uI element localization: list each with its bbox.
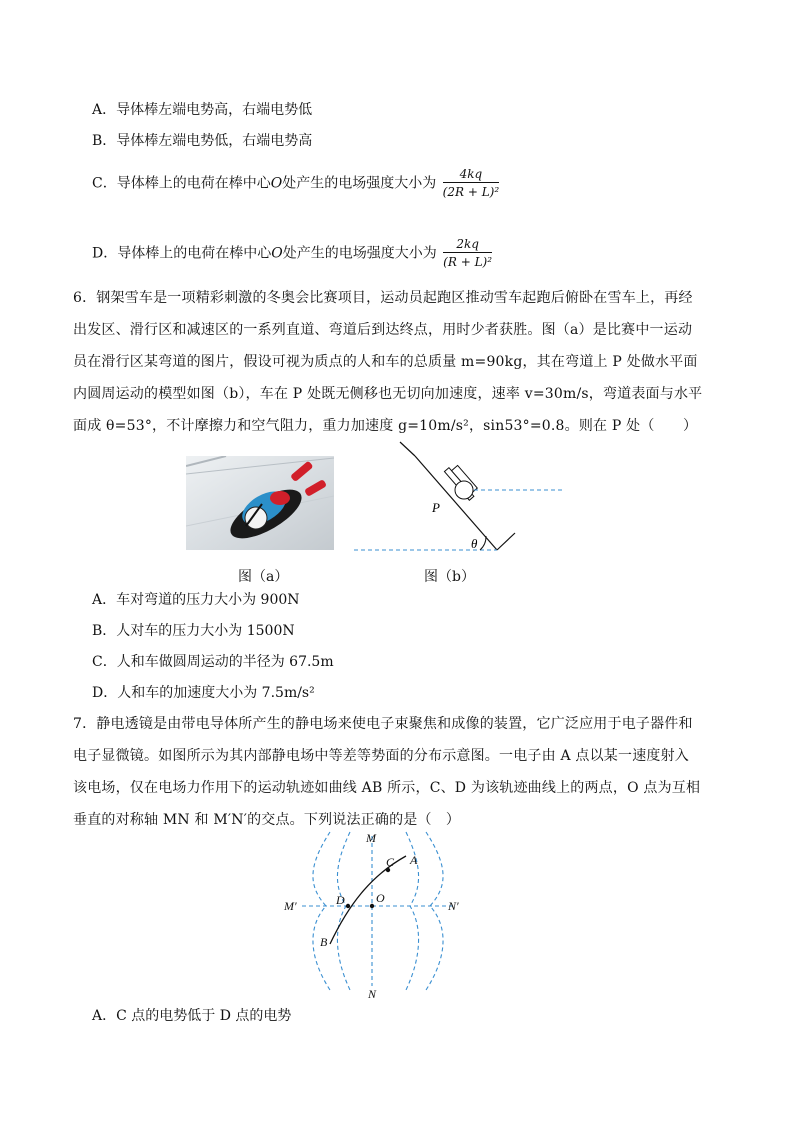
q7-line-3: 该电场，仅在电场力作用下的运动轨迹如曲线 AB 所示，C、D 为该轨迹曲线上的两点，O 点为互相 bbox=[73, 780, 701, 796]
q5-option-c-denominator: (2R + L)² bbox=[442, 185, 500, 199]
q5-option-c-o: O bbox=[270, 175, 283, 192]
caption-figure-b: 图（b） bbox=[424, 569, 475, 585]
q5-option-d-end: 处产生的电场强度大小为 bbox=[282, 245, 437, 262]
track-top-edge bbox=[400, 442, 415, 456]
q6-option-b: B．人对车的压力大小为 1500N bbox=[92, 623, 295, 639]
q5-option-d-numerator: 2kq bbox=[443, 236, 492, 253]
q5-option-c-text: C．导体棒上的电荷在棒中心 bbox=[92, 175, 271, 192]
label-c: C bbox=[386, 855, 395, 869]
q5-option-d-text: D．导体棒上的电荷在棒中心 bbox=[92, 245, 272, 262]
q5-option-b: B．导体棒左端电势低，右端电势高 bbox=[92, 133, 313, 149]
q6-line-2: 出发区、滑行区和减速区的一系列直道、弯道后到达终点，用时少者获胜。图（a）是比赛中一运动 bbox=[73, 322, 693, 338]
point-d bbox=[346, 904, 350, 908]
q5-option-c bbox=[92, 166, 499, 201]
q5-option-c-fraction bbox=[443, 166, 500, 201]
q7-line-4: 垂直的对称轴 MN 和 M′N′的交点。下列说法正确的是（ ） bbox=[73, 812, 461, 828]
track-bottom-edge bbox=[497, 533, 515, 550]
q7-line-1: 7．静电透镜是由带电导体所产生的静电场来使电子束聚焦和成像的装置，它广泛应用于电子器件和 bbox=[73, 716, 693, 732]
q7-option-a: A．C 点的电势低于 D 点的电势 bbox=[92, 1008, 292, 1024]
label-b: B bbox=[320, 935, 328, 949]
equipotential-lines bbox=[302, 832, 454, 990]
q6-line-4: 内圆周运动的模型如图（b），车在 P 处既无侧移也无切向加速度，速率 v=30m/s，弯道表面与水平 bbox=[73, 386, 703, 402]
athlete-head bbox=[455, 481, 473, 499]
label-m: M bbox=[366, 831, 376, 845]
q5-option-d-fraction bbox=[443, 236, 492, 271]
q6-line-3: 员在滑行区某弯道的图片，假设可视为质点的人和车的总质量 m=90kg，其在弯道上 P 处做水平面 bbox=[73, 354, 698, 370]
label-n: N bbox=[368, 987, 377, 1001]
q6-option-d: D．人和车的加速度大小为 7.5m/s² bbox=[92, 685, 315, 701]
figure-b-diagram bbox=[350, 436, 570, 560]
label-a: A bbox=[410, 853, 418, 867]
caption-figure-a: 图（a） bbox=[238, 569, 289, 585]
q7-stem bbox=[73, 708, 723, 836]
q5-option-d-o: O bbox=[271, 245, 283, 262]
label-o: O bbox=[376, 891, 385, 905]
q7-line-2: 电子显微镜。如图所示为其内部静电场中等差等势面的分布示意图。一电子由 A 点以某一速度射入 bbox=[73, 748, 690, 764]
q5-option-c-end: 处产生的电场强度大小为 bbox=[282, 175, 437, 192]
electrostatic-lens-diagram bbox=[278, 826, 478, 1006]
q5-option-c-numerator: 4kq bbox=[443, 166, 500, 183]
skeleton-photo bbox=[186, 456, 334, 550]
label-theta: θ bbox=[471, 536, 478, 551]
q6-option-a: A．车对弯道的压力大小为 900N bbox=[92, 592, 300, 608]
point-o bbox=[370, 904, 374, 908]
q6-stem bbox=[73, 282, 723, 442]
label-d: D bbox=[336, 893, 345, 907]
q5-option-d bbox=[92, 236, 492, 271]
q6-line-1: 6．钢架雪车是一项精彩刺激的冬奥会比赛项目，运动员起跑区推动雪车起跑后俯卧在雪车上，再经 bbox=[73, 290, 693, 306]
q5-option-a: A．导体棒左端电势高，右端电势低 bbox=[92, 102, 313, 118]
q6-line-5: 面成 θ=53°，不计摩擦力和空气阻力，重力加速度 g=10m/s²，sin53°=0.8。则在 P 处（ ） bbox=[73, 418, 698, 434]
theta-arc bbox=[480, 536, 486, 550]
label-p: P bbox=[432, 500, 440, 515]
q5-option-d-denominator: (R + L)² bbox=[443, 255, 493, 269]
label-m-prime: M′ bbox=[284, 899, 297, 913]
label-n-prime: N′ bbox=[448, 899, 459, 913]
q6-option-c: C．人和车做圆周运动的半径为 67.5m bbox=[92, 654, 334, 670]
